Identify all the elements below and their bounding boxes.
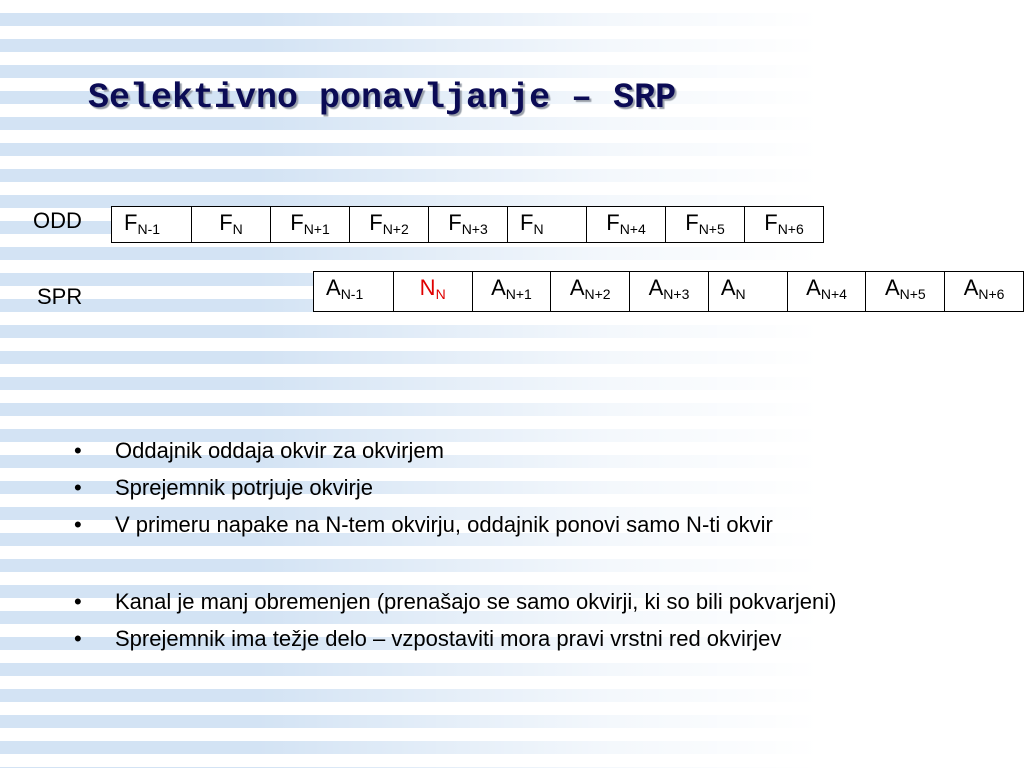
spr-ack-cell xyxy=(472,272,551,311)
frame-letter: F xyxy=(520,210,534,235)
frame-letter: F xyxy=(764,210,778,235)
bullet-list-properties xyxy=(66,588,995,662)
frame-letter: F xyxy=(369,210,383,235)
spr-ack-cell xyxy=(550,272,629,311)
frame-letter: F xyxy=(606,210,620,235)
frame-letter: F xyxy=(448,210,462,235)
ack-letter: A xyxy=(884,275,900,300)
bullet-item: • Kanal je manj obremenjen (prenašajo se samo okvirji, ki so bili pokvarjeni) xyxy=(66,588,995,615)
bullet-item: • Sprejemnik potrjuje okvirje xyxy=(66,474,995,501)
spr-nak-cell xyxy=(393,272,472,311)
frame-index: N+5 xyxy=(698,221,725,237)
frame-letter: F xyxy=(290,210,304,235)
ack-index: N xyxy=(735,286,746,302)
frame-letter: F xyxy=(219,210,233,235)
odd-frame-cell xyxy=(586,207,665,242)
odd-frame-cell-retransmitted xyxy=(507,207,586,242)
bullet-item: • V primeru napake na N-tem okvirju, oddajnik ponovi samo N-ti okvir xyxy=(66,511,995,538)
frame-letter: F xyxy=(124,210,138,235)
ack-letter: A xyxy=(963,275,979,300)
spr-ack-cell xyxy=(708,272,787,311)
spr-ack-cell xyxy=(629,272,708,311)
nak-index: N xyxy=(435,286,446,302)
slide-title: Selektivno ponavljanje – SRP xyxy=(88,78,677,118)
bullet-item: • Oddajnik oddaja okvir za okvirjem xyxy=(66,437,995,464)
spr-ack-sequence xyxy=(313,271,1024,312)
spr-ack-cell xyxy=(787,272,866,311)
ack-index: N+5 xyxy=(899,286,926,302)
ack-letter: A xyxy=(326,275,341,300)
ack-letter: A xyxy=(720,275,736,300)
odd-row-label: ODD xyxy=(33,208,82,233)
odd-frame-cell xyxy=(428,207,507,242)
odd-frame-cell xyxy=(349,207,428,242)
frame-index: N+2 xyxy=(382,221,409,237)
ack-index: N-1 xyxy=(340,286,364,302)
spr-ack-cell xyxy=(865,272,944,311)
frame-letter: F xyxy=(685,210,699,235)
ack-index: N+3 xyxy=(663,286,690,302)
spr-ack-cell xyxy=(314,272,393,311)
odd-frame-cell xyxy=(112,207,191,242)
odd-frame-cell xyxy=(744,207,823,242)
ack-letter: A xyxy=(569,275,585,300)
bullet-list-mechanism xyxy=(66,437,995,548)
ack-letter: A xyxy=(491,275,506,300)
frame-index: N xyxy=(533,221,544,237)
frame-index: N+4 xyxy=(619,221,646,237)
ack-index: N+1 xyxy=(505,286,532,302)
odd-frame-cell xyxy=(191,207,270,242)
spr-row-label: SPR xyxy=(37,284,83,309)
spr-ack-cell xyxy=(944,272,1023,311)
odd-frame-cell xyxy=(270,207,349,242)
odd-frame-cell xyxy=(665,207,744,242)
nak-letter: N xyxy=(419,275,436,300)
ack-index: N+4 xyxy=(820,286,847,302)
frame-index: N xyxy=(232,221,243,237)
ack-index: N+2 xyxy=(584,286,611,302)
frame-index: N+1 xyxy=(303,221,330,237)
odd-frame-sequence xyxy=(111,206,824,243)
frame-index: N+6 xyxy=(777,221,804,237)
ack-letter: A xyxy=(806,275,821,300)
ack-letter: A xyxy=(648,275,664,300)
frame-index: N+3 xyxy=(461,221,488,237)
ack-index: N+6 xyxy=(978,286,1005,302)
bullet-item: • Sprejemnik ima težje delo – vzpostaviti mora pravi vrstni red okvirjev xyxy=(66,625,995,652)
frame-index: N-1 xyxy=(137,221,161,237)
